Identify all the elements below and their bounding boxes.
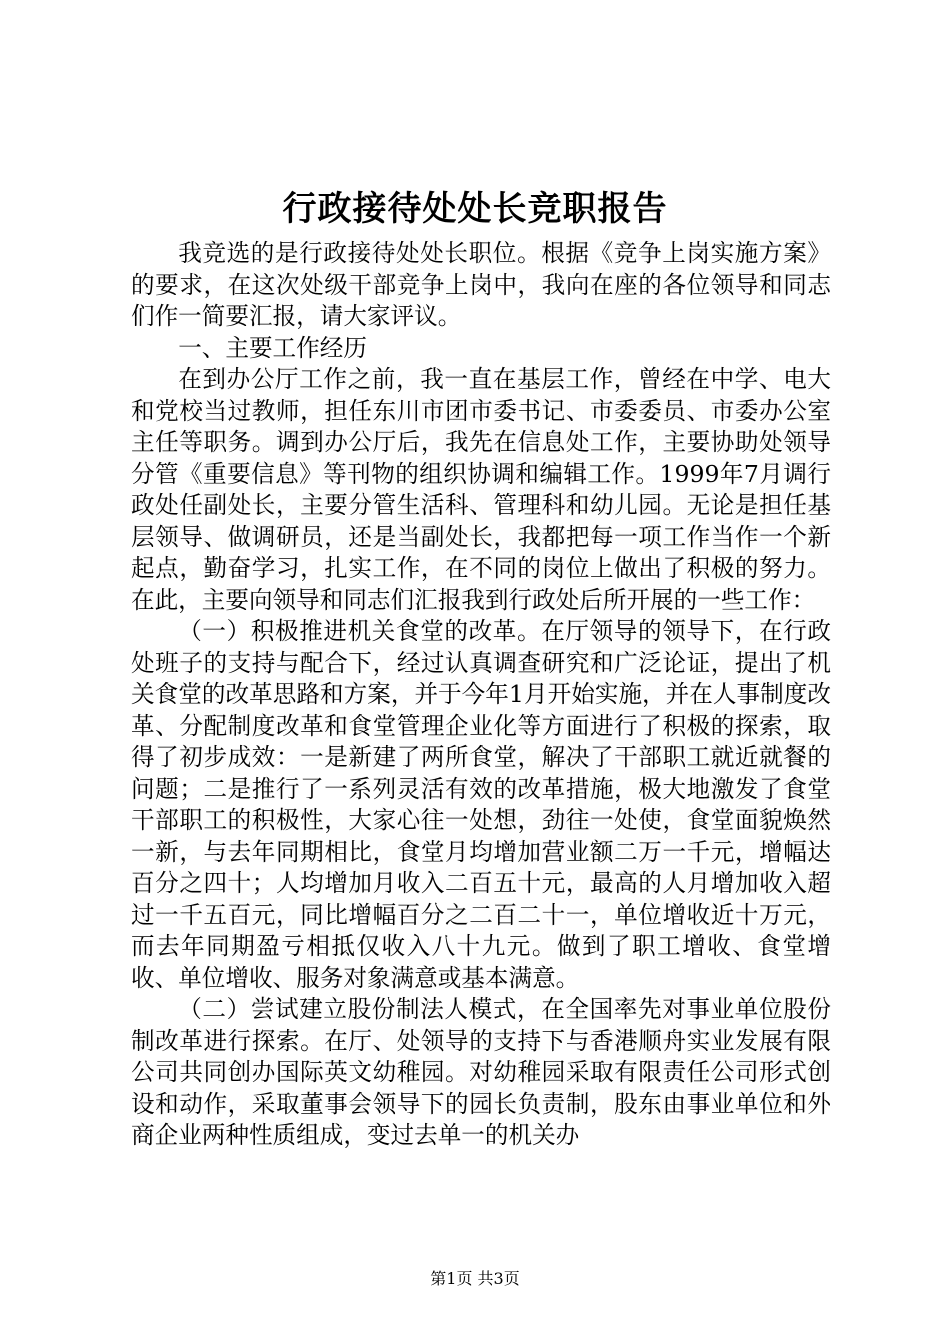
- paragraph-canteen-reform: （一）积极推进机关食堂的改革。在厅领导的领导下，在行政处班子的支持与配合下，经过认真调查研究和广泛论证，提出了机关食堂的改革思路和方案，并于今年1月开始实施，并在人事制度改革、分配制度改革和食堂管理企业化等方面进行了积极的探索，取得了初步成效：一是新建了两所食堂，解决了干部职工就近就餐的问题；二是推行了一系列灵活有效的改革措施，极大地激发了食堂干部职工的积极性，大家心往一处想，劲往一处使，食堂面貌焕然一新，与去年同期相比，食堂月均增加营业额二万一千元，增幅达百分之四十；人均增加月收入二百五十元，最高的人月增加收入超过一千五百元，同比增幅百分之二百二十一，单位增收近十万元，而去年同期盈亏相抵仅收入八十九元。做到了职工增收、食堂增收、单位增收、服务对象满意或基本满意。: [131, 617, 831, 992]
- section-heading-work-experience: 一、主要工作经历: [178, 333, 367, 362]
- paragraph-work-experience: 在到办公厅工作之前，我一直在基层工作，曾经在中学、电大和党校当过教师，担任东川市团市委书记、市委委员、市委办公室主任等职务。调到办公厅后，我先在信息处工作，主要协助处领导分管《重要信息》等刊物的组织协调和编辑工作。1999年7月调行政处任副处长，主要分管生活科、管理科和幼儿园。无论是担任基层领导、做调研员，还是当副处长，我都把每一项工作当作一个新起点，勤奋学习，扎实工作，在不同的岗位上做出了积极的努力。在此，主要向领导和同志们汇报我到行政处后所开展的一些工作：: [131, 365, 831, 614]
- document-title: 行政接待处处长竞职报告: [282, 189, 668, 229]
- paragraph-shareholding-reform: （二）尝试建立股份制法人模式，在全国率先对事业单位股份制改革进行探索。在厅、处领导的支持下与香港顺舟实业发展有限公司共同创办国际英文幼稚园。对幼稚园采取有限责任公司形式创设和动作，采取董事会领导下的园长负责制，股东由事业单位和外商企业两种性质组成，变过去单一的机关办: [131, 995, 831, 1149]
- paragraph-intro: 我竞选的是行政接待处处长职位。根据《竞争上岗实施方案》的要求，在这次处级干部竞争上岗中，我向在座的各位领导和同志们作一简要汇报，请大家评议。: [131, 239, 831, 330]
- page-footer: 第1页 共3页: [430, 1269, 520, 1288]
- document-body: [131, 238, 831, 1152]
